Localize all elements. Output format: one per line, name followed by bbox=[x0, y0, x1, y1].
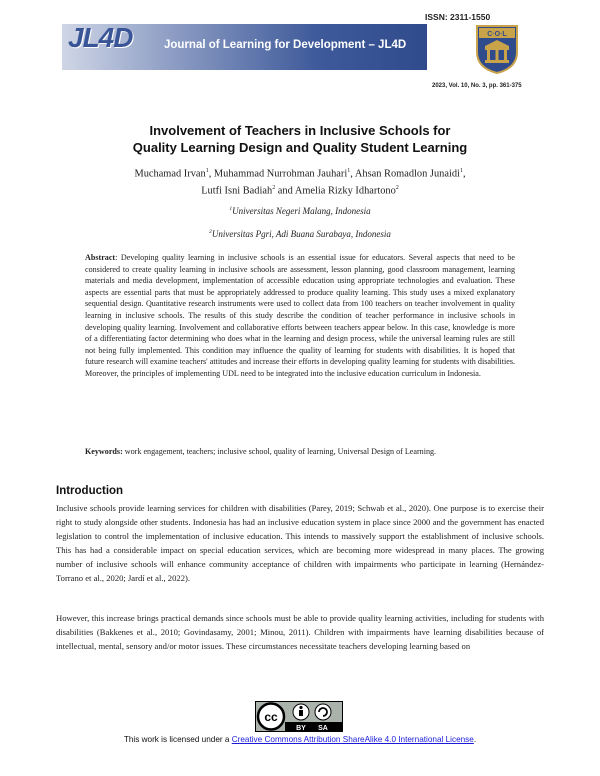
affil-sup: 1 bbox=[229, 206, 233, 212]
keywords-text: work engagement, teachers; inclusive school, quality of learning, Universal Design of Learning. bbox=[122, 447, 437, 456]
author-separator: and bbox=[275, 185, 295, 197]
cc-by-sa-badge-icon[interactable] bbox=[255, 701, 343, 732]
cc-by-label: BY bbox=[296, 725, 306, 732]
intro-paragraph-1: Inclusive schools provide learning services for children with disabilities (Parey, 2019; Schwab et al., 2020). One purpose is to exercise their right to study alongside other students. Indonesia has had an inclusive education system in place since 2000 and the government has enacted legislation to control the implementation of inclusive education. This intends to massively support the establishment of inclusive schools. This has had a considerable impact on special education services, which are becoming more widespread in many places. The growing number of inclusive schools will enhance community acceptance of children with impairments who participate in learning (Hernández-Torrano et al., 2020; Jardí et al., 2022). bbox=[56, 503, 544, 583]
author-separator: , bbox=[462, 168, 466, 180]
author-name: Muhammad Nurrohman Jauhari bbox=[213, 168, 348, 180]
author-affil-sup: 1 bbox=[347, 168, 351, 174]
issn: ISSN: 2311-1550 bbox=[425, 12, 491, 22]
author-separator: , bbox=[350, 168, 355, 180]
affiliation-2 bbox=[50, 229, 550, 239]
author-name: Muchamad Irvan bbox=[134, 168, 206, 180]
author-list bbox=[70, 164, 530, 199]
affil-text: Universitas Pgri, Adi Buana Surabaya, Indonesia bbox=[211, 229, 391, 239]
intro-paragraph-2: However, this increase brings practical demands since schools must be able to provide quality learning activities, including for students with disabilities (Bakkenes et al., 2010; Govindasamy, 2001; Minou, 2011). Children with impairments have learning disabilities because of intellectual, mental, sensory and/or motor issues. These circumstances necessitate teachers developing learning based on bbox=[56, 613, 544, 651]
affiliation-1 bbox=[50, 206, 550, 216]
cc-label: cc bbox=[264, 710, 278, 724]
keywords-label: Keywords: bbox=[85, 447, 123, 456]
title-line-2: Quality Learning Design and Quality Student Learning bbox=[132, 140, 468, 155]
journal-banner bbox=[62, 24, 427, 70]
abstract bbox=[85, 252, 515, 380]
author-separator: , bbox=[208, 168, 214, 180]
col-seal-icon bbox=[473, 22, 521, 74]
author-affil-sup: 2 bbox=[272, 185, 276, 192]
abstract-label: Abstract bbox=[85, 253, 116, 262]
affil-sup: 2 bbox=[209, 229, 212, 235]
seal-text: C·O·L bbox=[487, 31, 507, 38]
license-prefix: This work is licensed under a bbox=[123, 735, 232, 744]
author-name: Amelia Rizky Idhartono bbox=[294, 185, 396, 197]
author-affil-sup: 1 bbox=[205, 168, 209, 174]
paper-title bbox=[50, 122, 550, 156]
abstract-text: : Developing quality learning in inclusive schools is an essential issue for educators. Several aspects that need to be considered to create quality learning in inclusive schools are assessment, lesson planning, good classroom management, learning materials and media development, implementation of accessible education using appropriate technologies and evaluation. These aspects are essential parts that must be appropriately addressed to produce quality learning. This study uses a mixed explanatory sequential design. Quantitative research instruments were used to collect data from 100 teachers on teacher involvement in quality learning in inclusive schools. The results of this study describe the condition of teacher performance in inclusive schools in developing quality learning. Involvement and collaborative efforts between teachers appear below. In this case, knowledge is more of a differentiating factor determining who does what in the learning and design process, while the universal learning rules are still not being fully implemented. This condition may influence the quality of learning for students with disabilities. It is hoped that future research will examine teachers' attitudes and increase their efforts in developing quality learning for students with disabilities. Moreover, the principles of implementing UDL need to be integrated into the inclusive education curriculum in Indonesia. bbox=[85, 253, 515, 378]
affil-text: Universitas Negeri Malang, Indonesia bbox=[232, 206, 371, 216]
cc-sa-label: SA bbox=[318, 725, 328, 732]
author-name: Ahsan Romadlon Junaidi bbox=[354, 168, 460, 180]
introduction-heading: Introduction bbox=[56, 485, 124, 497]
author-name: Lutfi Isni Badiah bbox=[201, 185, 273, 197]
title-line-1: Involvement of Teachers in Inclusive Schools for bbox=[149, 123, 451, 138]
license-suffix: . bbox=[473, 735, 477, 744]
journal-logo: JL4D bbox=[68, 24, 133, 53]
author-affil-sup: 1 bbox=[459, 168, 463, 174]
issue-info: 2023, Vol. 10, No. 3, pp. 361-375 bbox=[432, 83, 522, 89]
license-line bbox=[0, 735, 600, 744]
license-link[interactable]: Creative Commons Attribution ShareAlike 4.0 International License bbox=[231, 735, 474, 744]
keywords bbox=[85, 446, 515, 458]
journal-title: Journal of Learning for Development – JL4D bbox=[164, 39, 407, 51]
author-affil-sup: 2 bbox=[395, 185, 399, 192]
